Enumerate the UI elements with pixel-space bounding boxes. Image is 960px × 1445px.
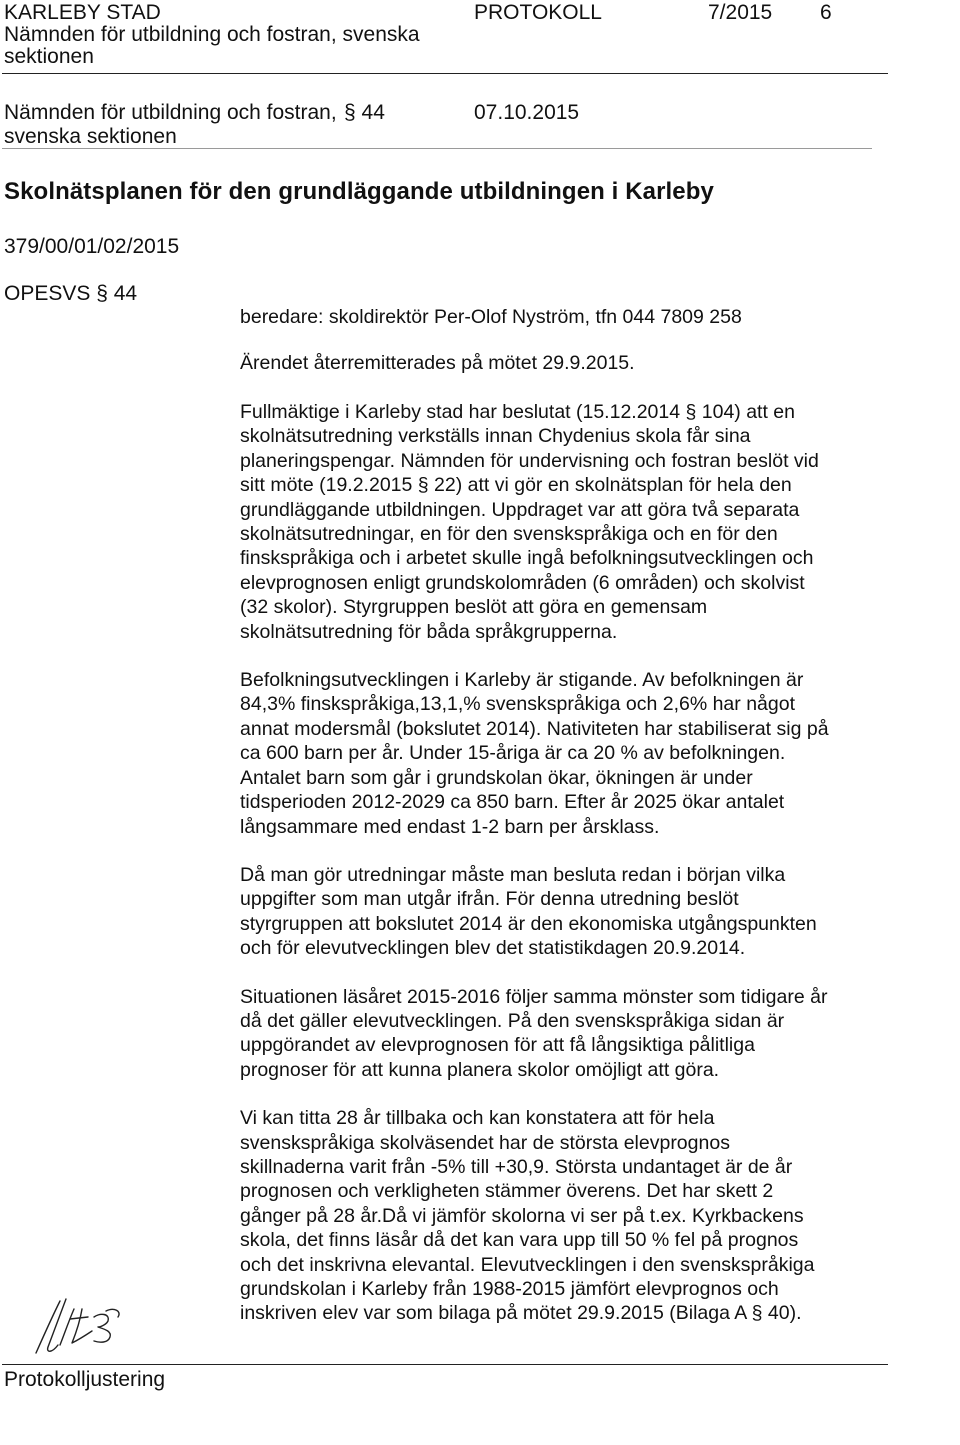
paragraph-line: 84,3% finskspråkiga,13,1,% svenskspråkiga och 2,6% har något — [240, 693, 795, 716]
meeting-body-line-2: svenska sektionen — [4, 125, 177, 148]
paragraph-line: då det gäller elevutvecklingen. På den svenskspråkiga sidan är — [240, 1009, 785, 1032]
paragraph-line: styrgruppen att bokslutet 2014 är den ekonomiska utgångspunkten — [240, 912, 817, 935]
paragraph-decision-background — [240, 400, 940, 644]
signature-initials — [30, 1295, 130, 1357]
paragraph-line: planeringspengar. Nämnden för undervisning och fostran beslöt vid — [240, 449, 819, 472]
paragraph-line: Vi kan titta 28 år tillbaka och kan konstatera att för hela — [240, 1107, 715, 1130]
paragraph-line: (32 skolor). Styrgruppen beslöt att göra en gemensam — [240, 596, 708, 619]
paragraph-population — [240, 668, 940, 839]
paragraph-line: prognosen och verkligheten stämmer överens. Det har skett 2 — [240, 1180, 774, 1203]
diary-number: 379/00/01/02/2015 — [4, 235, 180, 258]
returned-note: Ärendet återremitterades på mötet 29.9.2015. — [240, 352, 635, 374]
preparer-line: beredare: skoldirektör Per-Olof Nyström, tfn 044 7809 258 — [240, 306, 742, 328]
paragraph-line: grundskolan i Karleby från 1988-2015 jämfört elevprognos och — [240, 1278, 779, 1300]
paragraph-line: sitt möte (19.2.2015 § 22) att vi gör en skolnätsplan för hela den — [240, 474, 792, 497]
paragraph-line: Befolkningsutvecklingen i Karleby är stigande. Av befolkningen är — [240, 669, 804, 692]
paragraph-line: skolnätsutredning verkställs innan Chydenius skola får sina — [240, 425, 751, 448]
document-type: PROTOKOLL — [474, 1, 602, 24]
paragraph-school-year-situation — [240, 985, 940, 1083]
paragraph-line: Fullmäktige i Karleby stad har beslutat (15.12.2014 § 104) att en — [240, 401, 795, 423]
paragraph-line: och för elevutvecklingen blev det statistikdagen 20.9.2014. — [240, 937, 746, 960]
paragraph-line: och det inskrivna elevantal. Elevutvecklingen i den svenskspråkiga — [240, 1253, 815, 1276]
protocol-adjustment-label: Protokolljustering — [4, 1368, 166, 1391]
paragraph-line: Då man gör utredningar måste man besluta redan i början vilka — [240, 863, 786, 886]
paragraph-line: gånger på 28 år.Då vi jämför skolorna vi ser på t.ex. Kyrkbackens — [240, 1204, 804, 1227]
page-number: 6 — [820, 1, 832, 24]
paragraph-baseline-data — [240, 863, 940, 961]
body-paragraphs — [240, 400, 940, 1350]
paragraph-line: grundläggande utbildningen. Uppdraget var att göra två separata — [240, 498, 800, 521]
paragraph-line: prognoser för att kunna planera skolor omöjligt att göra. — [240, 1058, 720, 1081]
meeting-body-line-1: Nämnden för utbildning och fostran, — [4, 101, 337, 124]
paragraph-line: skillnaderna varit från -5% till +30,9. Största undantaget är de år — [240, 1155, 793, 1178]
paragraph-line: uppgörandet av elevprognosen för att få långsiktiga pålitliga — [240, 1034, 755, 1057]
paragraph-line: inskriven elev var som bilaga på mötet 29.9.2015 (Bilaga A § 40). — [240, 1302, 802, 1325]
paragraph-line: finskspråkiga och i arbetet skulle ingå befolkningsutvecklingen och — [240, 547, 814, 570]
paragraph-line: Antalet barn som går i grundskolan ökar, ökningen är under — [240, 766, 753, 789]
paragraph-forecast-history — [240, 1106, 940, 1326]
paragraph-line: ca 600 barn per år. Under 15-åriga är ca 20 % av befolkningen. — [240, 742, 786, 765]
committee-name-line-1: Nämnden för utbildning och fostran, svenska — [4, 23, 420, 46]
meeting-section: § 44 — [344, 101, 385, 124]
paragraph-line: tidsperioden 2012-2029 ca 850 barn. Efter år 2025 ökar antalet — [240, 791, 785, 814]
paragraph-line: elevprognosen enligt grundskolområden (6 områden) och skolvist — [240, 571, 805, 594]
paragraph-line: skolnätsutredning för båda språkgrupperna. — [240, 620, 618, 643]
protocol-number: 7/2015 — [708, 1, 773, 24]
section-code: OPESVS § 44 — [4, 282, 138, 305]
org-name: KARLEBY STAD — [4, 1, 161, 24]
paragraph-line: uppgifter som man utgår ifrån. För denna utredning beslöt — [240, 888, 739, 911]
meeting-date: 07.10.2015 — [474, 101, 580, 124]
paragraph-line: långsammare med endast 1-2 barn per årsklass. — [240, 815, 660, 838]
paragraph-line: skola, det finns läsår då det kan vara upp till 50 % fel på prognos — [240, 1229, 799, 1252]
footer-rule — [2, 1364, 888, 1365]
committee-name-line-2: sektionen — [4, 45, 94, 68]
document-title: Skolnätsplanen för den grundläggande utbildningen i Karleby — [4, 178, 714, 205]
header-rule — [2, 73, 888, 74]
paragraph-line: svenskspråkiga skolväsendet har de största elevprognos — [240, 1131, 730, 1154]
meeting-rule — [2, 148, 872, 149]
paragraph-line: annat modersmål (bokslutet 2014). Nativiteten har stabiliserat sig på — [240, 717, 829, 740]
paragraph-line: Situationen läsåret 2015-2016 följer samma mönster som tidigare år — [240, 985, 828, 1008]
paragraph-line: skolnätsutredningar, en för den svenskspråkiga och en för den — [240, 523, 778, 546]
